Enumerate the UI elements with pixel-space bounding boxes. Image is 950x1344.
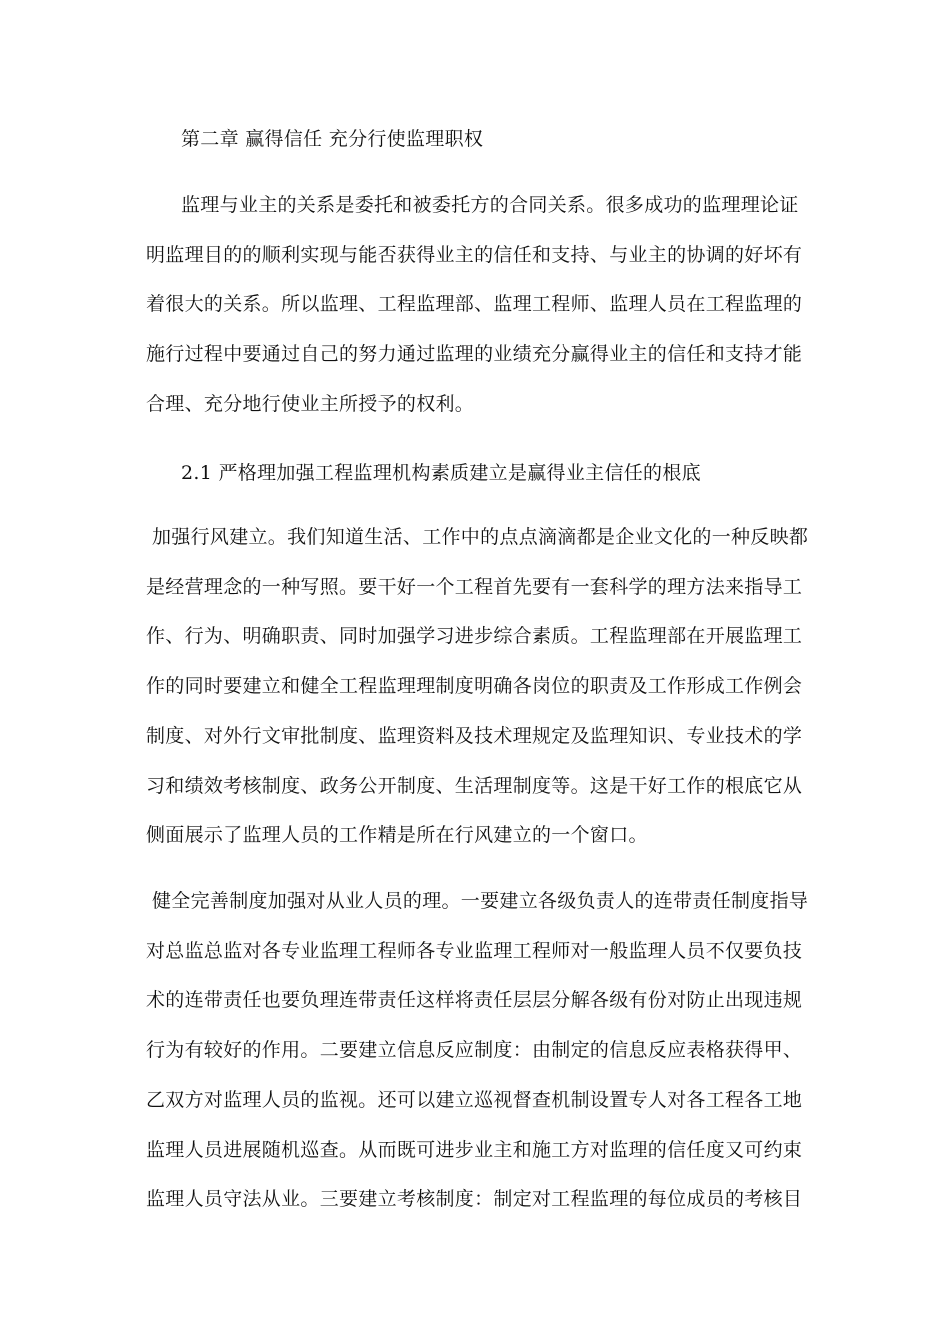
paragraph-3-line-2: 对总监总监对各专业监理工程师各专业监理工程师对一般监理人员不仅要负技	[146, 940, 803, 962]
paragraph-2-line-7: 侧面展示了监理人员的工作精是所在行风建立的一个窗口。	[146, 824, 648, 846]
paragraph-1-line-4: 施行过程中要通过自己的努力通过监理的业绩充分赢得业主的信任和支持才能	[146, 343, 803, 365]
paragraph-2-line-3: 作、行为、明确职责、同时加强学习进步综合素质。工程监理部在开展监理工	[146, 625, 803, 647]
paragraph-1-line-5: 合理、充分地行使业主所授予的权利。	[146, 393, 475, 415]
paragraph-2-line-4: 作的同时要建立和健全工程监理理制度明确各岗位的职责及工作形成工作例会	[146, 675, 803, 697]
paragraph-3-line-4: 行为有较好的作用。二要建立信息反应制度：由制定的信息反应表格获得甲、	[146, 1039, 803, 1061]
section-2-1-title: 2.1 严格理加强工程监理机构素质建立是赢得业主信任的根底	[181, 462, 701, 484]
paragraph-2-line-2: 是经营理念的一种写照。要干好一个工程首先要有一套科学的理方法来指导工	[146, 576, 803, 598]
paragraph-3-line-7: 监理人员守法从业。三要建立考核制度：制定对工程监理的每位成员的考核目	[146, 1188, 803, 1210]
chapter-title: 第二章 赢得信任 充分行使监理职权	[181, 128, 484, 150]
paragraph-2-line-1: 加强行风建立。我们知道生活、工作中的点点滴滴都是企业文化的一种反映都	[152, 526, 809, 548]
paragraph-3-line-5: 乙双方对监理人员的监视。还可以建立巡视督查机制设置专人对各工程各工地	[146, 1089, 803, 1111]
paragraph-1-line-3: 着很大的关系。所以监理、工程监理部、监理工程师、监理人员在工程监理的	[146, 293, 803, 315]
paragraph-2-line-5: 制度、对外行文审批制度、监理资料及技术理规定及监理知识、专业技术的学	[146, 725, 803, 747]
paragraph-3-line-1: 健全完善制度加强对从业人员的理。一要建立各级负责人的连带责任制度指导	[152, 890, 809, 912]
paragraph-1-line-2: 明监理目的的顺利实现与能否获得业主的信任和支持、与业主的协调的好坏有	[146, 244, 803, 266]
paragraph-1-line-1: 监理与业主的关系是委托和被委托方的合同关系。很多成功的监理理论证	[181, 194, 799, 216]
paragraph-3-line-6: 监理人员进展随机巡查。从而既可进步业主和施工方对监理的信任度又可约束	[146, 1139, 803, 1161]
paragraph-2-line-6: 习和绩效考核制度、政务公开制度、生活理制度等。这是干好工作的根底它从	[146, 775, 803, 797]
paragraph-3-line-3: 术的连带责任也要负理连带责任这样将责任层层分解各级有份对防止出现违规	[146, 989, 803, 1011]
